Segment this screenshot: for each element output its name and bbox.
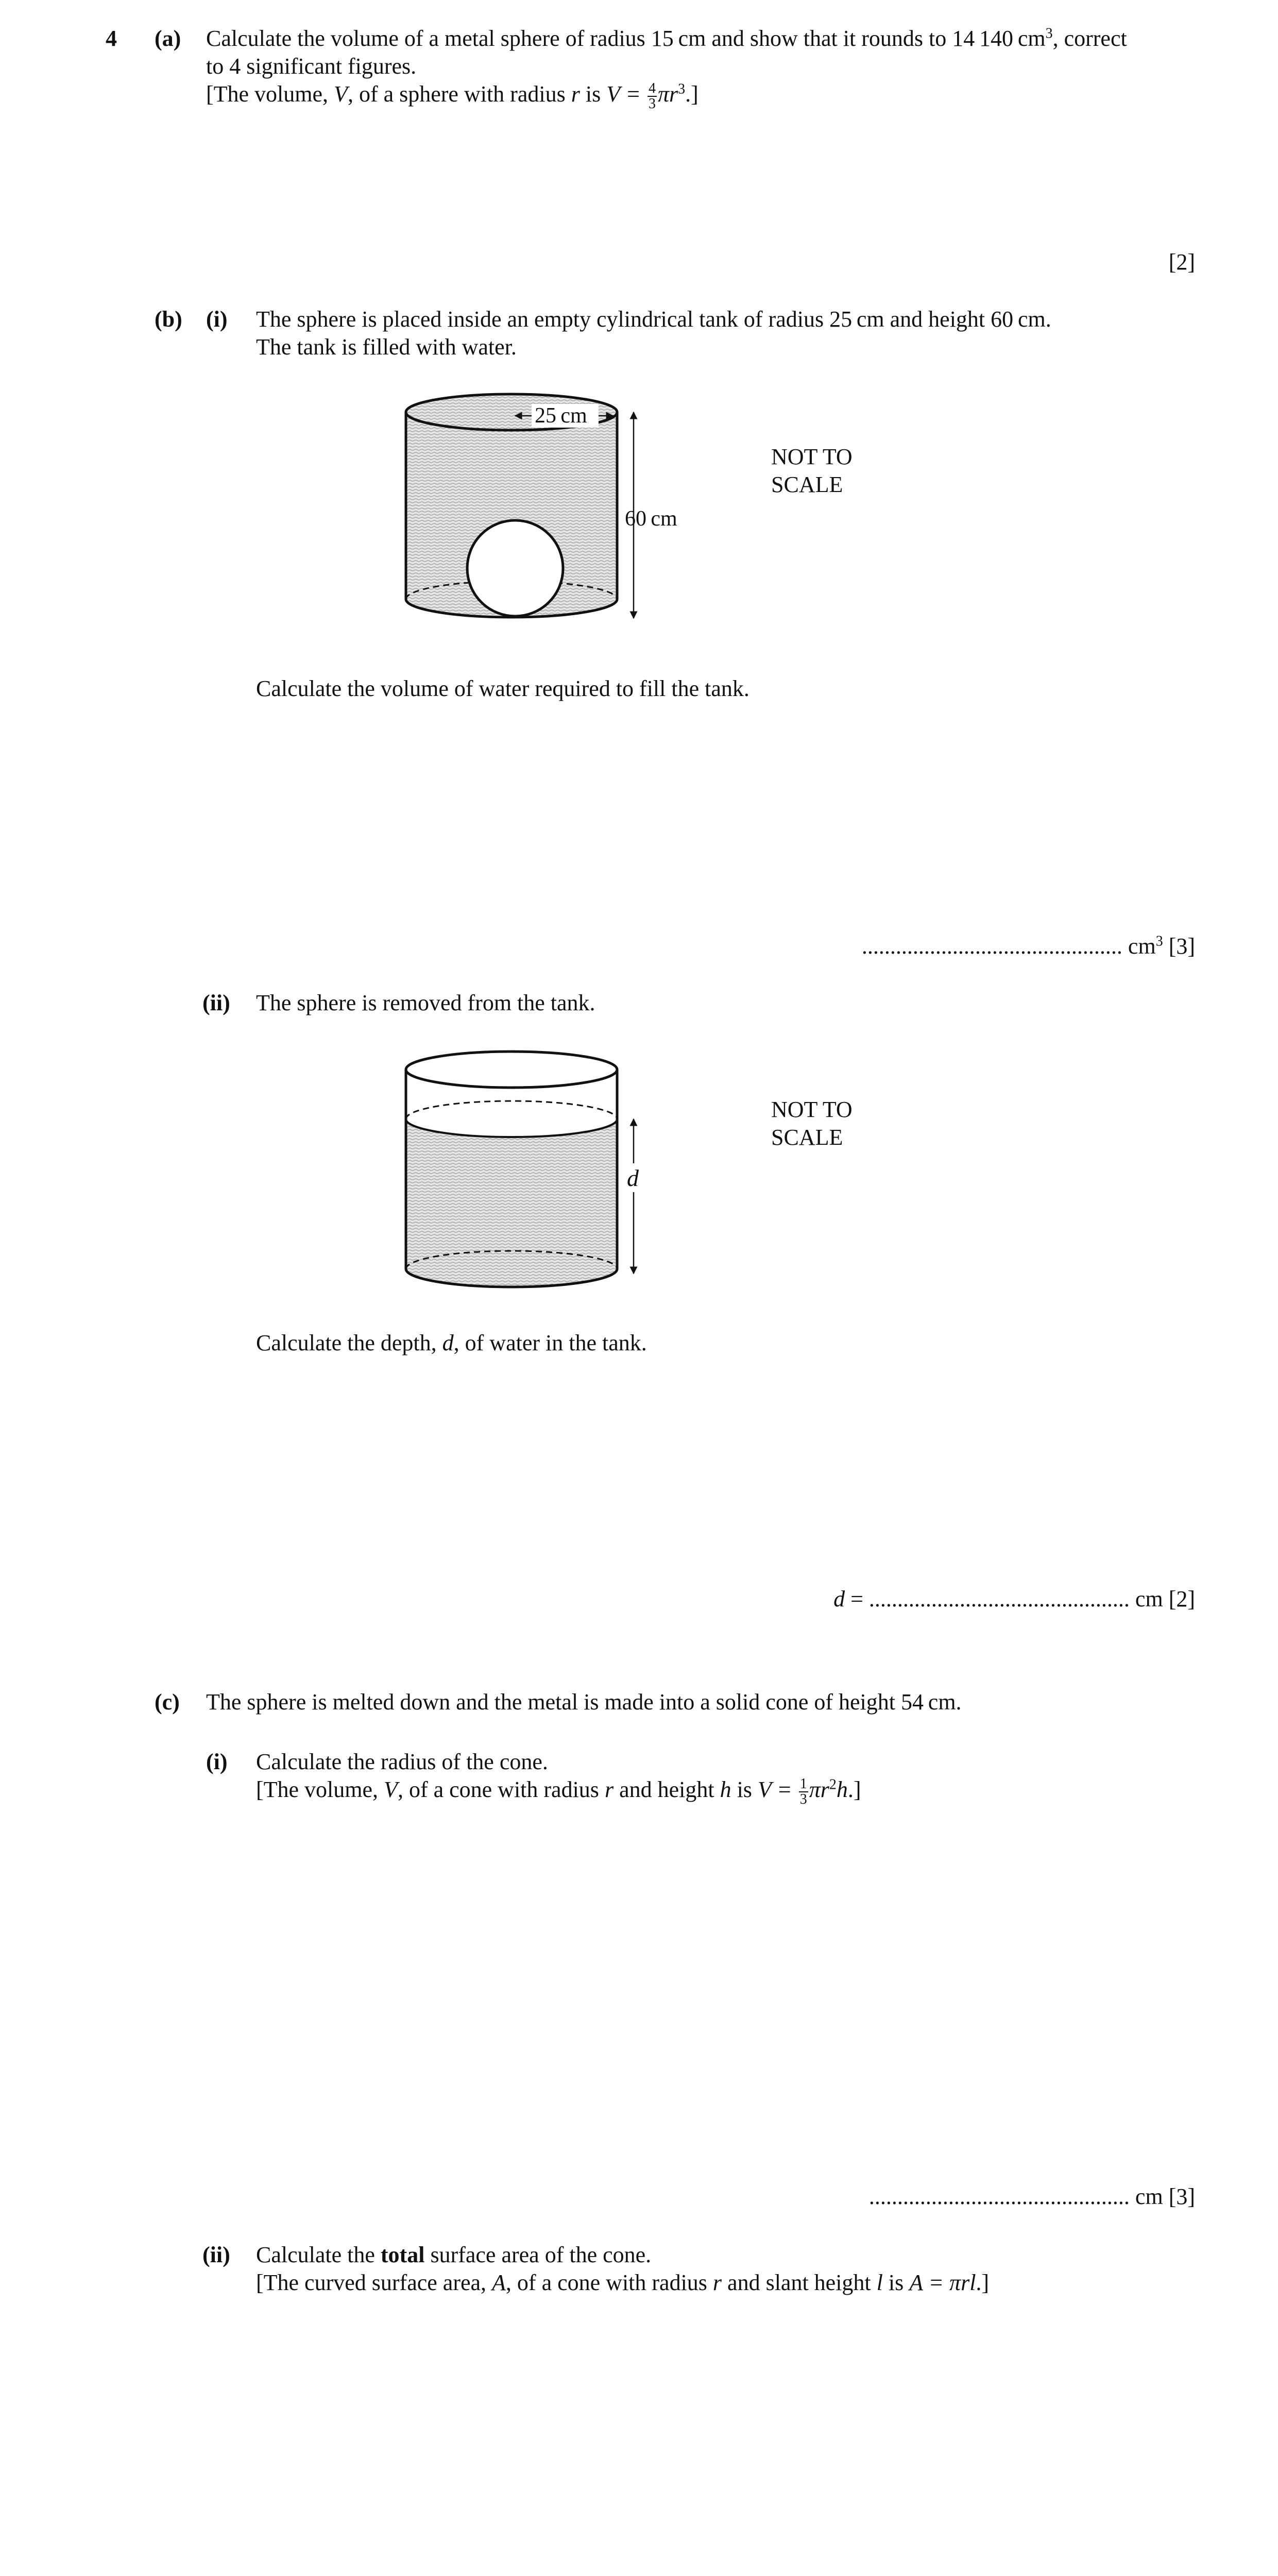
part-c-label: (c) — [155, 1689, 180, 1715]
part-c-i-answer-line[interactable]: .............................................. cm [3] — [868, 2184, 1195, 2209]
part-a-label: (a) — [155, 26, 181, 51]
part-c-ii-text: Calculate the total surface area of the cone. — [256, 2242, 652, 2267]
scale-note-2-line-2: SCALE — [771, 1125, 843, 1150]
part-b-ii-instruction: Calculate the depth, d, of water in the tank. — [256, 1330, 647, 1355]
part-a-marks: [2] — [1168, 249, 1195, 275]
part-b-label: (b) — [155, 307, 182, 332]
part-b-ii-text: The sphere is removed from the tank. — [256, 990, 595, 1015]
part-b-i-instruction: Calculate the volume of water required to fill the tank. — [256, 676, 749, 701]
part-a-text-line-1: Calculate the volume of a metal sphere of radius 15 cm and show that it rounds to 14 140 $cm^3$, correct — [206, 25, 1127, 51]
part-b-i-text-line-1: The sphere is placed inside an empty cylindrical tank of radius 25 cm and height 60 cm. — [256, 307, 1051, 332]
part-c-ii-formula: [The curved surface area, A, of a cone with radius r and slant height l is A = πrl.] — [256, 2270, 990, 2295]
part-b-ii-label: (ii) — [202, 990, 230, 1015]
part-c-text: The sphere is melted down and the metal is made into a solid cone of height 54 cm. — [206, 1689, 962, 1715]
part-c-i-text: Calculate the radius of the cone. — [256, 1749, 548, 1774]
question-number: 4 — [106, 26, 117, 51]
part-a-formula: [The volume, V, of a sphere with radius r is V = $\frac{4}{3}$ $\pi r^3$.] — [206, 80, 698, 112]
sphere-circle — [467, 520, 563, 616]
part-b-ii-answer-line[interactable]: d = .............................................. cm [2] — [833, 1586, 1195, 1612]
scale-note-1-line-2: SCALE — [771, 472, 843, 497]
cylinder-partial-water — [406, 1052, 643, 1287]
part-b-i-label: (i) — [206, 307, 228, 332]
tank-rim-ellipse — [406, 1052, 617, 1088]
scale-note-1-line-1: NOT TO — [771, 444, 853, 469]
cylinder-full-water — [406, 394, 634, 618]
part-b-i-text-line-2: The tank is filled with water. — [256, 334, 517, 360]
height-label: 60 cm — [625, 507, 677, 531]
part-a-text-line-2: to 4 significant figures. — [206, 54, 417, 79]
radius-label: 25 cm — [535, 404, 587, 428]
part-b-i-answer-line[interactable]: .............................................. $cm^3$ [3] — [861, 933, 1195, 959]
part-c-ii-label: (ii) — [202, 2242, 230, 2267]
part-c-i-label: (i) — [206, 1749, 228, 1774]
scale-note-2-line-1: NOT TO — [771, 1097, 853, 1122]
part-c-i-formula: [The volume, V, of a cone with radius r and height h is V = $\frac{1}{3}$ $\pi r^2h$.] — [256, 1775, 861, 1807]
depth-label: d — [627, 1165, 639, 1191]
